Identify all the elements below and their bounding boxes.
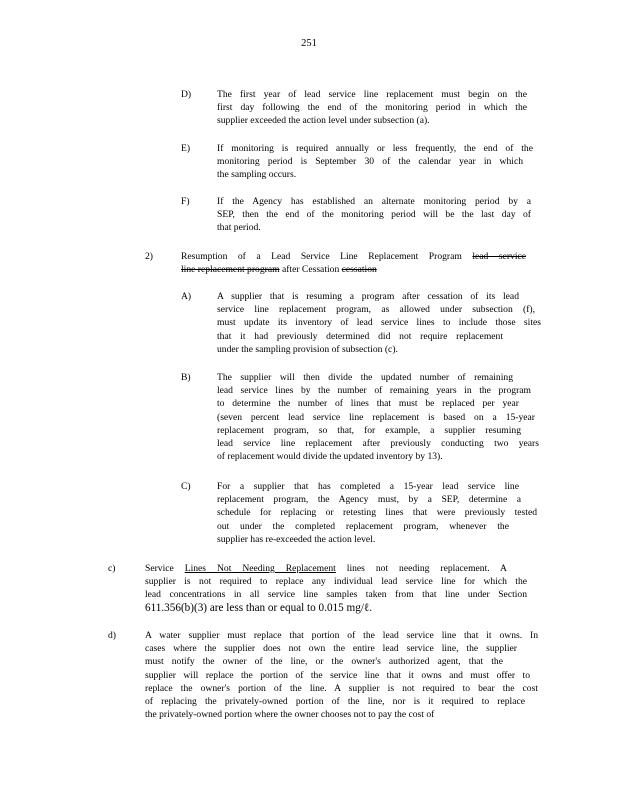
item-d-label: D) [181, 89, 192, 100]
item-a-label: A) [181, 291, 192, 302]
item-a-line: service line replacement program, as allowed under subsection (f), [217, 304, 535, 316]
item-d-line: supplier exceeded the action level under subsection (a). [217, 115, 430, 127]
section-d-line: supplier will replace the portion of the service line that it owns and must offer to [145, 669, 530, 681]
section-c-line: supplier is not required to replace any individual lead service line for which the [145, 576, 527, 588]
struck-text: line replacement program [181, 264, 280, 276]
section-2-line [181, 250, 526, 263]
item-b-text [217, 371, 539, 463]
section-c-text [145, 562, 527, 615]
item-f-line: that period. [217, 222, 261, 234]
item-c-line: replacement program, the Agency must, by a SEP, determine a [217, 494, 521, 506]
section-c-line [145, 562, 507, 575]
section-c-rest: lines not needing replacement. A [335, 563, 507, 574]
item-e-line: If monitoring is required annually or less frequently, the end of the [217, 143, 533, 154]
item-c-line: For a supplier that has completed a 15-year lead service line [217, 481, 519, 492]
item-c-text [217, 480, 537, 546]
item-a-line: A supplier that is resuming a program after cessation of its lead [217, 291, 519, 302]
item-e-label: E) [181, 143, 191, 154]
item-a-line: that it had previously determined did not require replacement [217, 330, 503, 342]
item-c-label: C) [181, 481, 191, 492]
item-f-line: If the Agency has established an alternate monitoring period by a [217, 196, 531, 207]
item-b-line: replacement program, so that, for example, a supplier resuming [217, 424, 521, 436]
item-c-line: out under the completed replacement program, whenever the [217, 520, 509, 532]
section-2-title: Resumption of a Lead Service Line Replacement Program [181, 251, 473, 262]
item-a-line: under the sampling provision of subsection (c). [217, 343, 398, 355]
item-b-line: lead service lines by the number of remaining years in the program [217, 385, 531, 397]
item-b-line: of replacement would divide the updated inventory by 13). [217, 451, 443, 463]
section-d-line: must notify the owner of the line, or the owner's authorized agent, that the [145, 656, 503, 668]
section-2-label: 2) [145, 251, 153, 262]
section-d-line: of replacing the privately-owned portion of the line, nor is it required to replace [145, 696, 525, 708]
item-e-line: the sampling occurs. [217, 169, 297, 181]
item-f-label: F) [181, 196, 190, 207]
page-number: 251 [301, 38, 317, 49]
section-c-word: Service [145, 563, 185, 574]
section-2-heading [181, 250, 526, 276]
item-a-text [217, 290, 541, 356]
item-e-text [217, 142, 533, 182]
item-d-line: first day following the end of the monitoring period in which the [217, 102, 527, 114]
item-c-line: supplier has re-exceeded the action level. [217, 533, 376, 545]
item-f-text [217, 195, 531, 235]
struck-text: cessation [341, 264, 377, 276]
underlined-insertion: Lines Not Needing Replacement [184, 563, 336, 574]
item-d-text [217, 88, 527, 128]
section-2-line [181, 263, 526, 276]
section-d-line: the privately-owned portion where the owner chooses not to pay the cost of [145, 709, 435, 721]
section-d-line: replace the owner's portion of the line. A supplier is not required to bear the cost [145, 682, 538, 694]
item-d-line: The first year of lead service line replacement must begin on the [217, 89, 527, 100]
item-b-label: B) [181, 372, 191, 383]
section-d-line: A water supplier must replace that portion of the lead service line that it owns. In [145, 630, 538, 641]
section-d-label: d) [108, 630, 116, 641]
section-c-line: lead concentrations in all service line samples taken from that line under Section [145, 589, 527, 601]
section-c-label: c) [108, 563, 116, 574]
struck-text: lead service [472, 251, 526, 262]
item-c-line: schedule for replacing or retesting lines that were previously tested [217, 507, 537, 519]
item-b-line: lead service line replacement after previously conducting two years [217, 438, 539, 450]
item-e-line: monitoring period is September 30 of the calendar year in which [217, 156, 523, 168]
section-d-line: cases where the supplier does not own the entire lead service line, the supplier [145, 643, 517, 655]
item-f-line: SEP, then the end of the monitoring period will be the last day of [217, 209, 531, 221]
item-b-line: (seven percent lead service line replacement is based on a 15-year [217, 411, 535, 423]
section-c-line: 611.356(b)(3) are less than or equal to 0.015 mg/ℓ. [145, 601, 373, 614]
section-d-text [145, 629, 538, 721]
item-a-line: must update its inventory of lead service lines to include those sites [217, 317, 541, 329]
section-2-title-cont: after Cessation [279, 264, 342, 276]
item-b-line: The supplier will then divide the updated number of remaining [217, 372, 513, 383]
item-b-line: to determine the number of lines that must be replaced per year [217, 398, 519, 410]
